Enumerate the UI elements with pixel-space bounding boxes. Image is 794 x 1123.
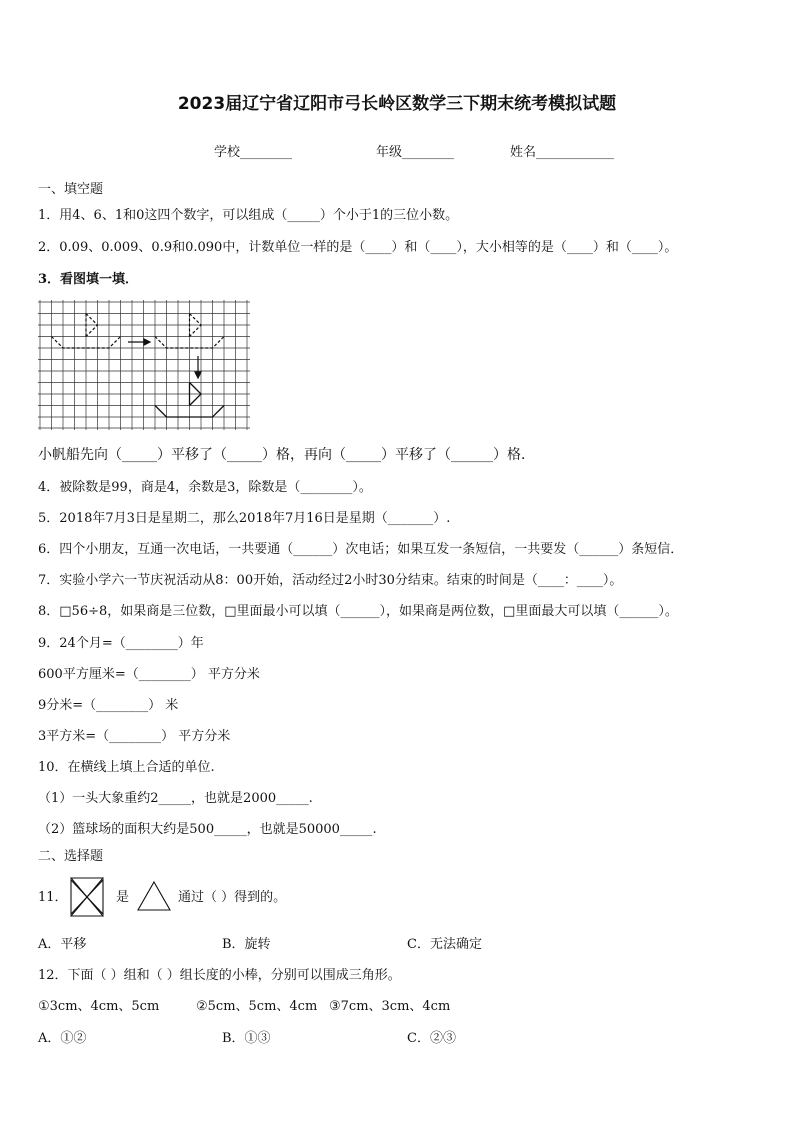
q11-option-a[interactable]: A．平移 xyxy=(38,937,87,952)
question-11-is: 是 xyxy=(116,890,130,905)
question-6: 6．四个小朋友，互通一次电话，一共要通（______）次电话；如果互发一条短信，一共要发（______）条短信． xyxy=(38,542,684,557)
question-9d: 3平方米=（________） 平方分米 xyxy=(38,729,231,744)
section-fill-blank: 一、填空题 xyxy=(38,182,104,197)
grade-field: 年级________ xyxy=(376,145,455,160)
question-1: 1．用4、6、1和0这四个数字，可以组成（_____）个小于1的三位小数。 xyxy=(38,208,459,223)
question-9: 9．24个月=（________）年 xyxy=(38,636,204,651)
question-9b: 600平方厘米=（________） 平方分米 xyxy=(38,667,260,682)
page-title: 2023届辽宁省辽阳市弓长岭区数学三下期末统考模拟试题 xyxy=(177,94,617,114)
q12-group-3: ③7cm、3cm、4cm xyxy=(329,999,451,1014)
q12-group-1: ①3cm、4cm、5cm xyxy=(38,999,160,1014)
q11-option-b[interactable]: B．旋转 xyxy=(222,937,271,952)
question-10: 10．在横线上填上合适的单位. xyxy=(38,760,215,775)
question-4: 4．被除数是99，商是4，余数是3，除数是（________）。 xyxy=(38,480,372,495)
question-7: 7．实验小学六一节庆祝活动从8：00开始，活动经过2小时30分结束。结束的时间是（____：____）。 xyxy=(38,573,623,588)
question-9c: 9分米=（________） 米 xyxy=(38,698,179,713)
question-2: 2．0.09、0.009、0.9和0.090中，计数单位一样的是（____）和（____），大小相等的是（____）和（____）。 xyxy=(38,240,678,255)
question-10a: （1）一头大象重约2_____，也就是2000_____. xyxy=(38,791,313,806)
pinwheel-figure xyxy=(69,876,105,918)
question-8: 8．□56÷8，如果商是三位数，□里面最小可以填（______），如果商是两位数，□里面最大可以填（______）。 xyxy=(38,604,678,619)
triangle-figure xyxy=(136,880,172,912)
question-5: 5．2018年7月3日是星期二，那么2018年7月16日是星期（_______）. xyxy=(38,511,451,526)
q12-option-b[interactable]: B．①③ xyxy=(222,1031,271,1046)
sailboat-grid-figure xyxy=(38,300,252,430)
name-field: 姓名____________ xyxy=(510,145,615,160)
question-10b: （2）篮球场的面积大约是500_____，也就是50000_____. xyxy=(38,822,377,837)
question-12: 12．下面（ ）组和（ ）组长度的小棒，分别可以围成三角形。 xyxy=(38,968,401,983)
q11-option-c[interactable]: C．无法确定 xyxy=(407,937,482,952)
move-arrows xyxy=(128,339,201,378)
school-field: 学校________ xyxy=(214,145,293,160)
q12-option-c[interactable]: C．②③ xyxy=(407,1031,456,1046)
q12-option-a[interactable]: A．①② xyxy=(38,1031,87,1046)
q12-group-2: ②5cm、5cm、4cm xyxy=(196,999,318,1014)
section-multiple-choice: 二、选择题 xyxy=(38,849,104,864)
question-11-number: 11． xyxy=(38,890,68,905)
question-11-text: 通过（ ）得到的。 xyxy=(178,890,287,905)
question-3-blank: 小帆船先向（_____）平移了（_____）格，再向（_____）平移了（______）格． xyxy=(38,447,535,463)
question-3: 3．看图填一填． xyxy=(38,272,139,287)
